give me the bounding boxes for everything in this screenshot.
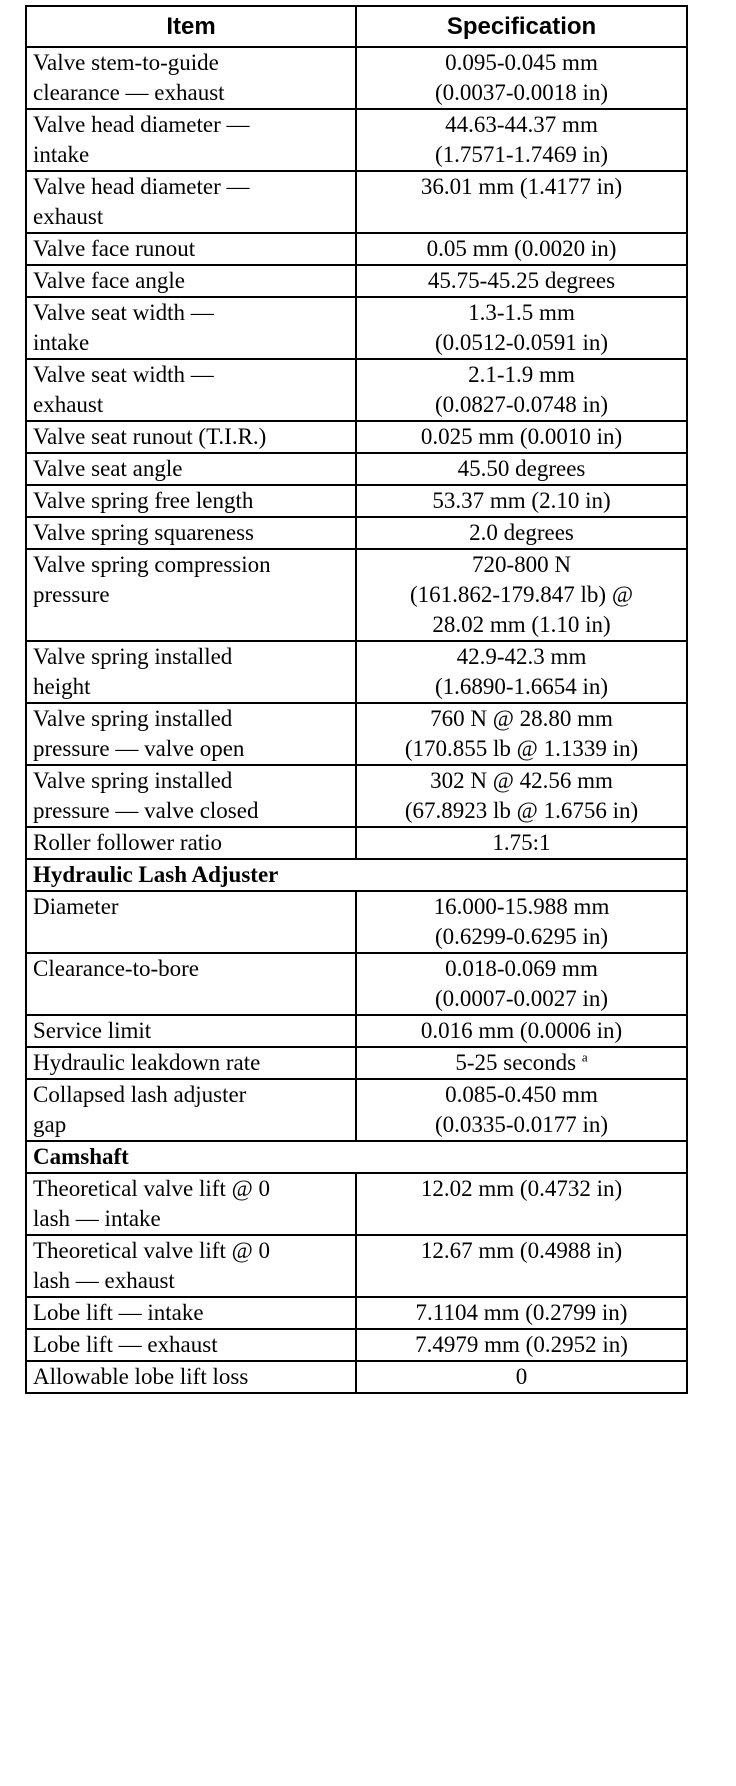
spec-line xyxy=(363,266,680,296)
item-text: height xyxy=(33,674,91,699)
spec-line xyxy=(363,954,680,984)
spec-text: 5-25 seconds xyxy=(455,1050,577,1075)
spec-text: (0.6299-0.6295 in) xyxy=(434,924,609,949)
spec-line xyxy=(363,704,680,734)
item-cell xyxy=(26,953,356,1015)
item-text: Valve stem-to-guide xyxy=(33,50,219,75)
table-row xyxy=(26,827,687,859)
spec-line xyxy=(363,1174,680,1204)
table-row xyxy=(26,485,687,517)
spec-line xyxy=(363,1298,680,1328)
section-row xyxy=(26,859,687,891)
spec-cell xyxy=(356,641,687,703)
spec-cell xyxy=(356,1297,687,1329)
spec-cell xyxy=(356,953,687,1015)
spec-cell xyxy=(356,359,687,421)
item-text: Valve spring squareness xyxy=(33,520,255,545)
table-row xyxy=(26,421,687,453)
item-text: pressure — valve open xyxy=(33,736,245,761)
table-row xyxy=(26,1297,687,1329)
spec-cell xyxy=(356,1361,687,1393)
table-row xyxy=(26,171,687,233)
table-row xyxy=(26,1235,687,1297)
item-text: pressure xyxy=(33,582,110,607)
spec-cell xyxy=(356,453,687,485)
spec-text: 2.0 degrees xyxy=(469,520,574,545)
spec-text: (161.862-179.847 lb) @ xyxy=(409,582,634,607)
spec-line xyxy=(363,1080,680,1110)
spec-cell xyxy=(356,549,687,641)
table-row xyxy=(26,47,687,109)
spec-line xyxy=(363,580,680,610)
item-cell xyxy=(26,421,356,453)
spec-text: 0 xyxy=(515,1364,528,1389)
item-cell xyxy=(26,1297,356,1329)
item-text: gap xyxy=(33,1112,67,1137)
spec-text: 0.085-0.450 mm xyxy=(445,1082,598,1107)
spec-text: 1.3-1.5 mm xyxy=(468,300,575,325)
item-cell xyxy=(26,1047,356,1079)
spec-line xyxy=(363,672,680,702)
table-row xyxy=(26,953,687,1015)
item-text: Collapsed lash adjuster xyxy=(33,1082,247,1107)
spec-line xyxy=(363,796,680,826)
item-text: Valve seat width — xyxy=(33,362,214,387)
spec-cell xyxy=(356,265,687,297)
spec-text: 0.018-0.069 mm xyxy=(445,956,598,981)
item-text: Hydraulic leakdown rate xyxy=(33,1050,261,1075)
spec-line xyxy=(363,328,680,358)
spec-line xyxy=(363,1048,680,1078)
item-text: exhaust xyxy=(33,204,104,229)
spec-cell xyxy=(356,1173,687,1235)
spec-line xyxy=(363,172,680,202)
item-cell xyxy=(26,1079,356,1141)
table-row xyxy=(26,549,687,641)
spec-cell xyxy=(356,47,687,109)
spec-text: 0.025 mm (0.0010 in) xyxy=(420,424,623,449)
table-row xyxy=(26,453,687,485)
spec-text: (0.0037-0.0018 in) xyxy=(434,80,609,105)
item-text: Valve head diameter — xyxy=(33,112,250,137)
item-cell xyxy=(26,1329,356,1361)
spec-text: 0.095-0.045 mm xyxy=(445,50,598,75)
item-text: Valve face runout xyxy=(33,236,196,261)
spec-text: 720-800 N xyxy=(471,552,572,577)
item-text: intake xyxy=(33,330,90,355)
item-cell xyxy=(26,171,356,233)
table-row xyxy=(26,891,687,953)
item-cell xyxy=(26,265,356,297)
spec-cell xyxy=(356,1047,687,1079)
item-text: Valve seat runout (T.I.R.) xyxy=(33,424,267,449)
spec-text: (0.0827-0.0748 in) xyxy=(434,392,609,417)
item-cell xyxy=(26,485,356,517)
specification-header: Specification xyxy=(356,6,687,47)
spec-text: 760 N @ 28.80 mm xyxy=(430,706,613,731)
item-text: Theoretical valve lift @ 0 xyxy=(33,1238,271,1263)
item-cell xyxy=(26,297,356,359)
table-row xyxy=(26,1015,687,1047)
spec-line xyxy=(363,1016,680,1046)
table-row xyxy=(26,517,687,549)
spec-line xyxy=(363,1110,680,1140)
item-text: Valve spring compression xyxy=(33,552,271,577)
item-text: Valve spring installed xyxy=(33,706,233,731)
spec-line xyxy=(363,922,680,952)
table-row xyxy=(26,1329,687,1361)
table-row xyxy=(26,1173,687,1235)
spec-line xyxy=(363,360,680,390)
spec-line xyxy=(363,140,680,170)
spec-line xyxy=(363,1362,680,1392)
table-row xyxy=(26,297,687,359)
table-row xyxy=(26,265,687,297)
item-text: Lobe lift — intake xyxy=(33,1300,204,1325)
item-cell xyxy=(26,827,356,859)
spec-body xyxy=(26,47,687,1393)
spec-text: 0.05 mm (0.0020 in) xyxy=(426,236,617,261)
spec-line xyxy=(363,110,680,140)
spec-text: 7.1104 mm (0.2799 in) xyxy=(415,1300,628,1325)
spec-line xyxy=(363,734,680,764)
item-cell xyxy=(26,1015,356,1047)
item-cell xyxy=(26,1173,356,1235)
spec-text: (0.0512-0.0591 in) xyxy=(434,330,609,355)
spec-cell xyxy=(356,891,687,953)
item-cell xyxy=(26,703,356,765)
spec-text: 45.50 degrees xyxy=(457,456,586,481)
table-row xyxy=(26,703,687,765)
item-text: lash — intake xyxy=(33,1206,161,1231)
spec-text: 53.37 mm (2.10 in) xyxy=(432,488,611,513)
spec-line xyxy=(363,550,680,580)
section-row xyxy=(26,1141,687,1173)
spec-text: 36.01 mm (1.4177 in) xyxy=(420,174,623,199)
item-text: Theoretical valve lift @ 0 xyxy=(33,1176,271,1201)
item-text: intake xyxy=(33,142,90,167)
spec-cell xyxy=(356,485,687,517)
item-cell xyxy=(26,233,356,265)
spec-line xyxy=(363,1330,680,1360)
spec-cell xyxy=(356,703,687,765)
spec-cell xyxy=(356,233,687,265)
item-cell xyxy=(26,1235,356,1297)
spec-text: 302 N @ 42.56 mm xyxy=(430,768,613,793)
spec-line xyxy=(363,390,680,420)
item-cell xyxy=(26,1361,356,1393)
spec-text: 12.02 mm (0.4732 in) xyxy=(420,1176,623,1201)
item-cell xyxy=(26,891,356,953)
spec-line xyxy=(363,234,680,264)
item-cell xyxy=(26,641,356,703)
spec-text: 28.02 mm (1.10 in) xyxy=(432,612,611,637)
spec-table xyxy=(25,5,688,1394)
item-text: Clearance-to-bore xyxy=(33,956,200,981)
spec-line xyxy=(363,486,680,516)
spec-line xyxy=(363,454,680,484)
table-row xyxy=(26,1047,687,1079)
spec-line xyxy=(363,1236,680,1266)
table-row xyxy=(26,641,687,703)
spec-cell xyxy=(356,765,687,827)
item-cell xyxy=(26,359,356,421)
item-text: lash — exhaust xyxy=(33,1268,175,1293)
spec-text: 12.67 mm (0.4988 in) xyxy=(420,1238,623,1263)
spec-text: 1.75:1 xyxy=(492,830,551,855)
spec-text: (1.7571-1.7469 in) xyxy=(434,142,609,167)
item-text: Diameter xyxy=(33,894,119,919)
spec-line xyxy=(363,892,680,922)
item-text: Valve spring installed xyxy=(33,768,233,793)
spec-line xyxy=(363,518,680,548)
table-row xyxy=(26,765,687,827)
item-cell xyxy=(26,109,356,171)
spec-text: 16.000-15.988 mm xyxy=(433,894,610,919)
item-cell xyxy=(26,47,356,109)
spec-text: 0.016 mm (0.0006 in) xyxy=(420,1018,623,1043)
item-text: Valve seat width — xyxy=(33,300,214,325)
spec-line xyxy=(363,610,680,640)
item-text: Valve head diameter — xyxy=(33,174,250,199)
spec-line xyxy=(363,642,680,672)
item-text: Lobe lift — exhaust xyxy=(33,1332,218,1357)
spec-line xyxy=(363,422,680,452)
item-cell xyxy=(26,453,356,485)
table-row xyxy=(26,1361,687,1393)
item-cell xyxy=(26,549,356,641)
item-cell xyxy=(26,765,356,827)
spec-text: (0.0007-0.0027 in) xyxy=(434,986,609,1011)
spec-line xyxy=(363,984,680,1014)
section-heading: Camshaft xyxy=(26,1141,687,1173)
item-text: Roller follower ratio xyxy=(33,830,223,855)
spec-cell xyxy=(356,297,687,359)
spec-cell xyxy=(356,1079,687,1141)
spec-text: 2.1-1.9 mm xyxy=(468,362,575,387)
item-text: clearance — exhaust xyxy=(33,80,225,105)
spec-cell xyxy=(356,827,687,859)
spec-line xyxy=(363,828,680,858)
spec-cell xyxy=(356,1015,687,1047)
spec-line xyxy=(363,78,680,108)
item-cell xyxy=(26,517,356,549)
table-row xyxy=(26,359,687,421)
spec-line xyxy=(363,48,680,78)
spec-text: (170.855 lb @ 1.1339 in) xyxy=(404,736,639,761)
spec-cell xyxy=(356,517,687,549)
footnote-marker: a xyxy=(581,1049,588,1065)
spec-cell xyxy=(356,1329,687,1361)
item-text: Valve face angle xyxy=(33,268,185,293)
item-text: Allowable lobe lift loss xyxy=(33,1364,249,1389)
item-text: Service limit xyxy=(33,1018,152,1043)
spec-line xyxy=(363,766,680,796)
spec-text: 45.75-45.25 degrees xyxy=(427,268,616,293)
table-row xyxy=(26,109,687,171)
item-text: Valve spring installed xyxy=(33,644,233,669)
spec-text: 44.63-44.37 mm xyxy=(445,112,598,137)
table-row xyxy=(26,233,687,265)
item-text: pressure — valve closed xyxy=(33,798,259,823)
spec-cell xyxy=(356,1235,687,1297)
spec-text: 42.9-42.3 mm xyxy=(456,644,587,669)
table-row xyxy=(26,1079,687,1141)
item-header: Item xyxy=(26,6,356,47)
spec-text: 7.4979 mm (0.2952 in) xyxy=(415,1332,628,1357)
section-heading: Hydraulic Lash Adjuster xyxy=(26,859,687,891)
spec-cell xyxy=(356,171,687,233)
spec-text: (1.6890-1.6654 in) xyxy=(434,674,609,699)
header-row xyxy=(26,6,687,47)
spec-text: (0.0335-0.0177 in) xyxy=(434,1112,609,1137)
spec-cell xyxy=(356,109,687,171)
item-text: Valve spring free length xyxy=(33,488,254,513)
item-text: Valve seat angle xyxy=(33,456,183,481)
spec-cell xyxy=(356,421,687,453)
item-text: exhaust xyxy=(33,392,104,417)
spec-line xyxy=(363,298,680,328)
spec-text: (67.8923 lb @ 1.6756 in) xyxy=(404,798,639,823)
